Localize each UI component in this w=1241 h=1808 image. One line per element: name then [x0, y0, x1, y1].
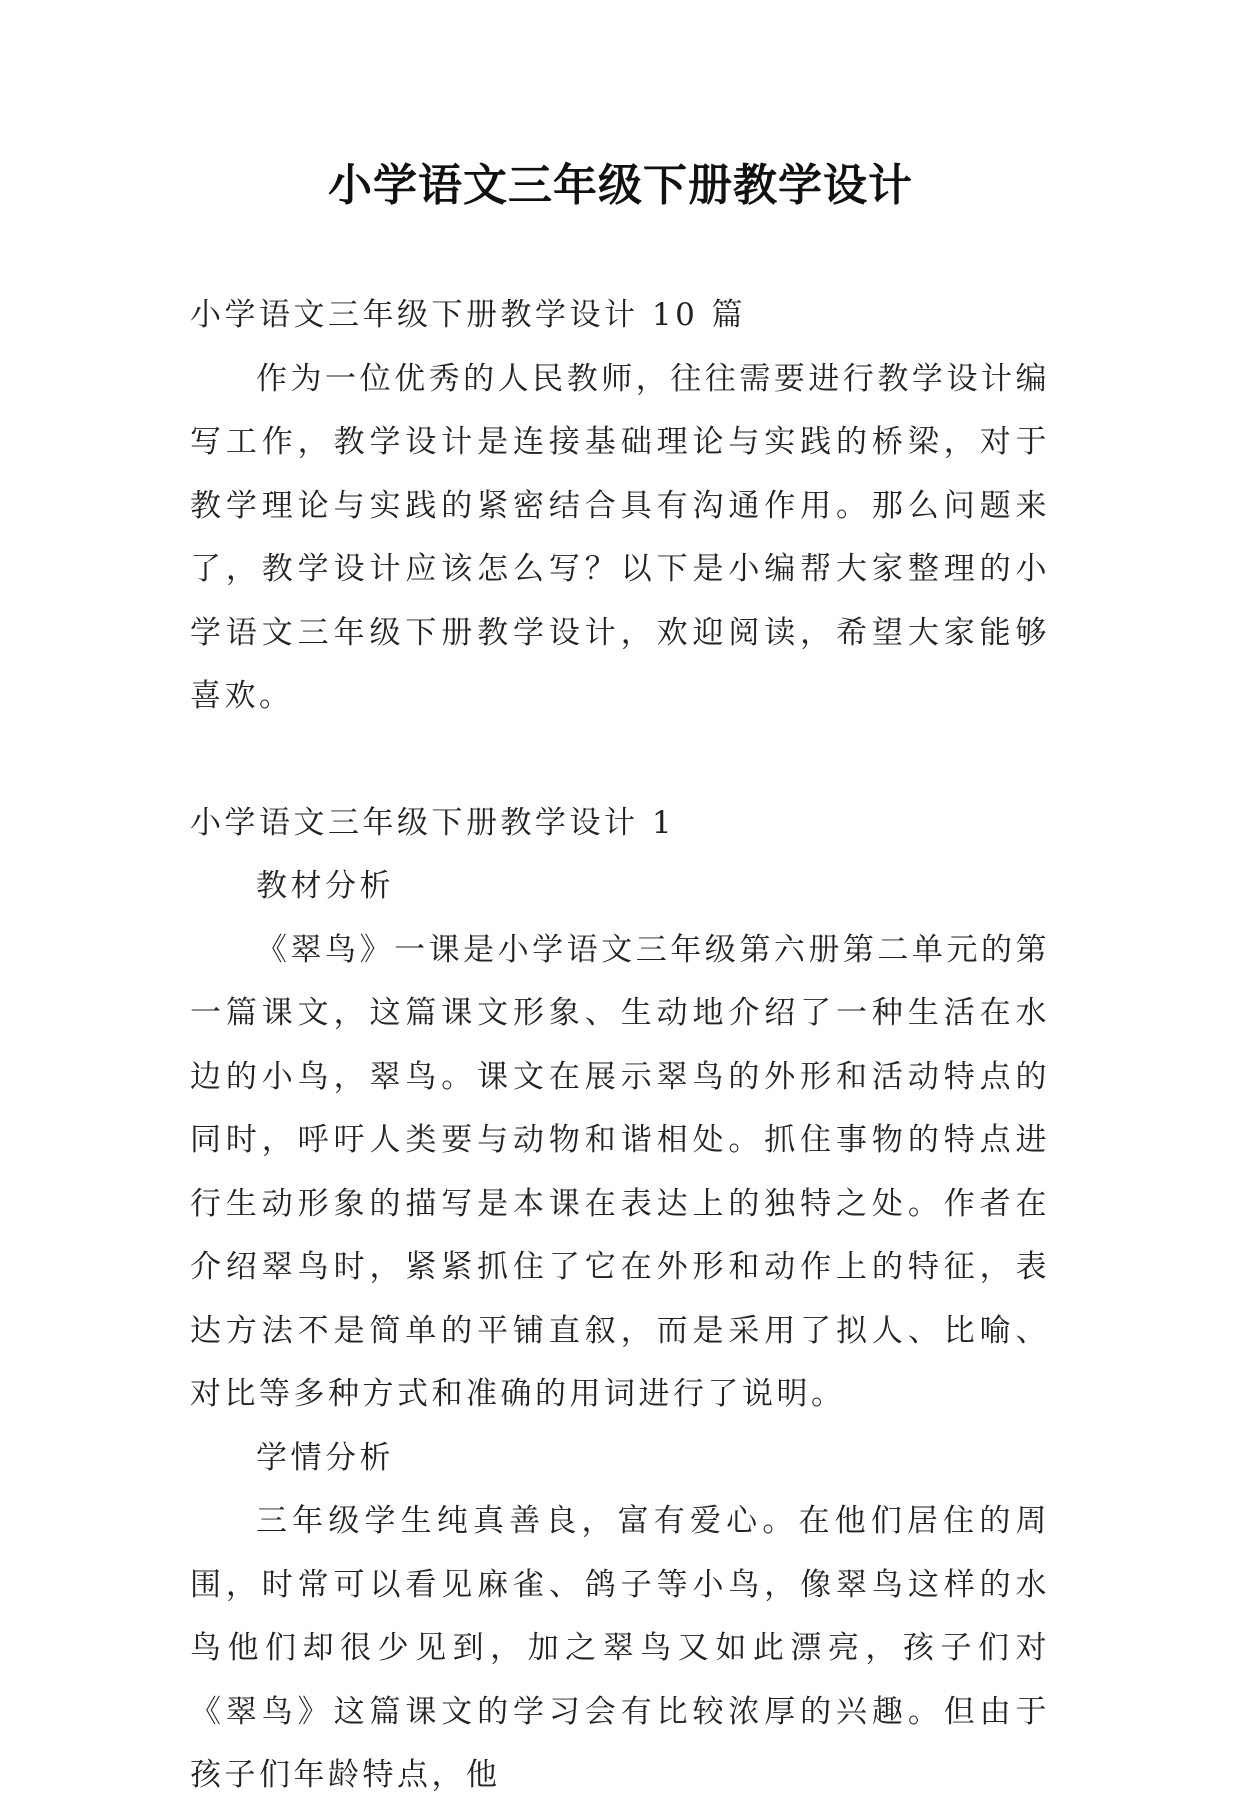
learner-analysis-paragraph: 三年级学生纯真善良，富有爱心。在他们居住的周围，时常可以看见麻雀、鸽子等小鸟，像翠鸟这样的水鸟他们却很少见到，加之翠鸟又如此漂亮，孩子们对《翠鸟》这篇课文的学习会有比较浓厚的兴趣。但由于孩子们年龄特点，他: [190, 1503, 1050, 1793]
collection-heading: 小学语文三年级下册教学设计 10 篇: [190, 297, 747, 333]
learner-analysis-heading: 学情分析: [256, 1439, 394, 1476]
intro-paragraph: 作为一位优秀的人民教师，往往需要进行教学设计编写工作，教学设计是连接基础理论与实践的桥梁，对于教学理论与实践的紧密结合具有沟通作用。那么问题来了，教学设计应该怎么写？以下是小编帮大家整理的小学语文三年级下册教学设计，欢迎阅读，希望大家能够喜欢。: [190, 360, 1050, 714]
material-analysis-heading: 教材分析: [256, 868, 394, 904]
document-body: [190, 284, 1050, 1808]
document-title: 小学语文三年级下册教学设计: [328, 160, 913, 211]
design-1-heading: 小学语文三年级下册教学设计 1: [190, 804, 676, 841]
material-analysis-paragraph: 《翠鸟》一课是小学语文三年级第六册第二单元的第一篇课文，这篇课文形象、生动地介绍了一种生活在水边的小鸟，翠鸟。课文在展示翠鸟的外形和活动特点的同时，呼吁人类要与动物和谐相处。抓住事物的特点进行生动形象的描写是本课在表达上的独特之处。作者在介绍翠鸟时，紧紧抓住了它在外形和动作上的特征，表达方法不是简单的平铺直叙，而是采用了拟人、比喻、对比等多种方式和准确的用词进行了说明。: [190, 931, 1050, 1412]
